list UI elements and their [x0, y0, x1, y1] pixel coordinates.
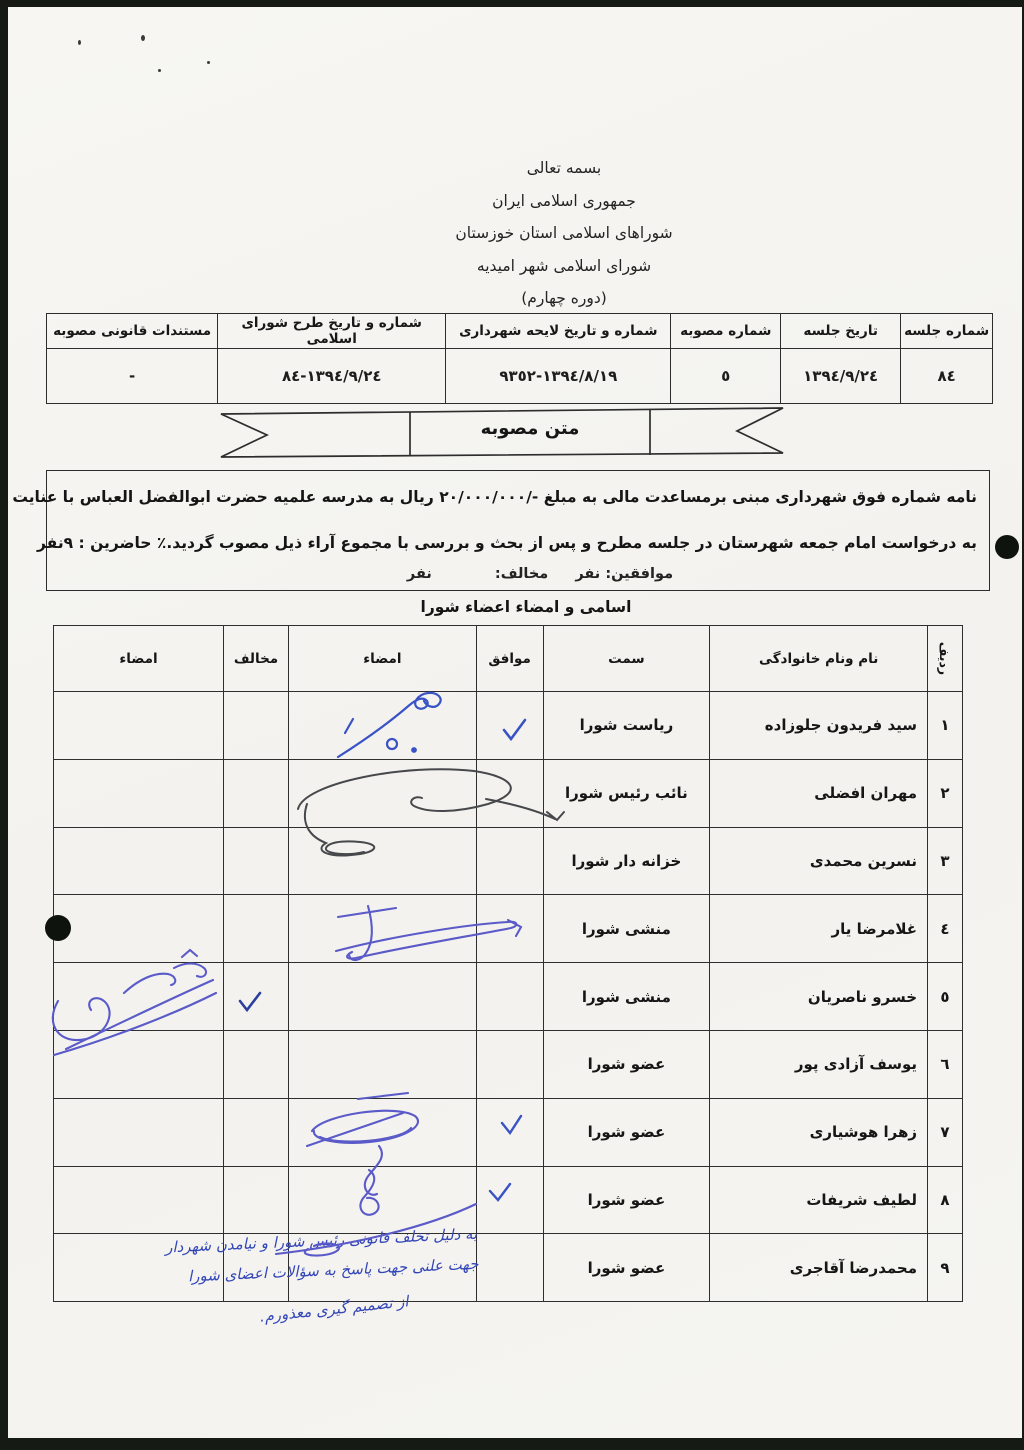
member-row-4: ٤ غلامرضا یار منشی شورا	[54, 895, 963, 963]
hole-punch-right	[995, 535, 1019, 559]
agree-count: نفر	[575, 566, 601, 582]
letterhead-line-city-council: شورای اسلامی شهر امیدیه	[476, 256, 652, 275]
scan-speck	[78, 40, 81, 45]
handwritten-note-line-2: جهت علنی جهت پاسخ به سؤالات اعضای شورا	[187, 1254, 479, 1286]
signature-cell-2	[54, 692, 224, 760]
resolution-line-2	[37, 534, 977, 552]
members-section-title: اسامی و امضاء اعضاء شورا	[420, 598, 632, 616]
col-council-plan: شماره و تاریخ طرح شورای اسلامی	[218, 314, 446, 349]
member-row-3: ٣ نسرین محمدی خزانه دار شورا	[54, 827, 963, 895]
attendees-count: حاضرین : ٩نفر	[37, 534, 152, 552]
member-row-1: ١ سید فریدون جلوزاده ریاست شورا	[54, 692, 963, 760]
council-plan-value: ١٣٩٤/٩/٢٤-٨٤	[218, 349, 446, 404]
oppose-label: مخالف:	[494, 566, 549, 582]
scanned-page	[8, 7, 1022, 1438]
col-signature-2: امضاء	[54, 626, 224, 692]
resolution-line-1	[12, 488, 977, 506]
session-info-value-row	[47, 349, 993, 404]
col-oppose: مخالف	[224, 626, 289, 692]
member-row-9: ٩ محمدرضا آقاجری عضو شورا	[54, 1234, 963, 1302]
col-full-name: نام ونام خانوادگی	[710, 626, 928, 692]
col-row-number: ردیف	[928, 626, 963, 692]
resolution-line1-text: نامه شماره فوق شهرداری مبنی برمساعدت مالی به مبلغ	[543, 488, 977, 506]
session-info-table	[46, 313, 993, 404]
member-row-5: ٥ خسرو ناصریان منشی شورا	[54, 963, 963, 1031]
banner-title: متن مصوبه	[480, 418, 580, 439]
member-row-7: ٧ زهرا هوشیاری عضو شورا	[54, 1098, 963, 1166]
member-row-8: ٨ لطیف شریفات عضو شورا	[54, 1166, 963, 1234]
resolution-number-value: ٥	[671, 349, 781, 404]
agree-cell	[476, 692, 543, 760]
col-legal-docs: مستندات قانونی مصوبه	[47, 314, 218, 349]
session-number-value: ٨٤	[901, 349, 993, 404]
session-date-value: ١٣٩٤/٩/٢٤	[781, 349, 901, 404]
handwritten-note-last-line: از تصمیم گیری معذورم.	[258, 1292, 410, 1326]
col-session-date: تاریخ جلسه	[781, 314, 901, 349]
resolution-line1-tail: ریال به مدرسه علمیه حضرت ابوالفضل العباس با عنایت	[12, 488, 434, 506]
members-header-row	[54, 626, 963, 692]
scan-speck	[207, 61, 210, 64]
resolution-text-box	[12, 470, 990, 591]
session-info-header-row	[47, 314, 993, 349]
member-row-2: ٢ مهران افضلی نائب رئیس شورا	[54, 759, 963, 827]
col-resolution-number: شماره مصوبه	[671, 314, 781, 349]
letterhead	[8, 152, 1022, 315]
col-municipality-bill: شماره و تاریخ لایحه شهرداری	[446, 314, 671, 349]
col-session-number: شماره جلسه	[901, 314, 993, 349]
oppose-cell	[224, 692, 289, 760]
letterhead-line-basmala: بسمه تعالی	[526, 159, 602, 177]
handwritten-note-line-1: به دلیل تخلف قانونی رئیس شورا و نیامدن شهردار	[164, 1224, 478, 1257]
letterhead-line-province-councils: شوراهای اسلامی استان خوزستان	[455, 224, 673, 242]
col-signature: امضاء	[289, 626, 477, 692]
scan-speck	[141, 35, 145, 41]
vote-summary-line	[47, 566, 989, 582]
letterhead-line-republic: جمهوری اسلامی ایران	[492, 191, 636, 210]
hole-punch-left	[45, 915, 71, 941]
members-signature-table	[53, 625, 963, 1302]
signature-cell	[289, 692, 477, 760]
col-agree: موافق	[476, 626, 543, 692]
municipality-bill-value: ١٣٩٤/٨/١٩-٩٣٥٢	[446, 349, 671, 404]
scan-speck	[158, 69, 161, 72]
resolution-line2-text: به درخواست امام جمعه شهرستان در جلسه مطرح و پس از بحث و بررسی با مجموع آراء ذیل مصوب گردید.٪	[156, 534, 977, 552]
col-position: سمت	[543, 626, 710, 692]
member-row-6: ٦ یوسف آزادی پور عضو شورا	[54, 1030, 963, 1098]
agree-label: موافقین:	[605, 566, 674, 582]
resolution-banner	[218, 405, 786, 461]
letterhead-line-term: (دوره چهارم)	[521, 289, 607, 307]
legal-docs-value: -	[47, 349, 218, 404]
amount-value: ٢٠/٠٠٠/٠٠٠/-	[439, 488, 539, 506]
oppose-count: نفر	[406, 566, 432, 582]
